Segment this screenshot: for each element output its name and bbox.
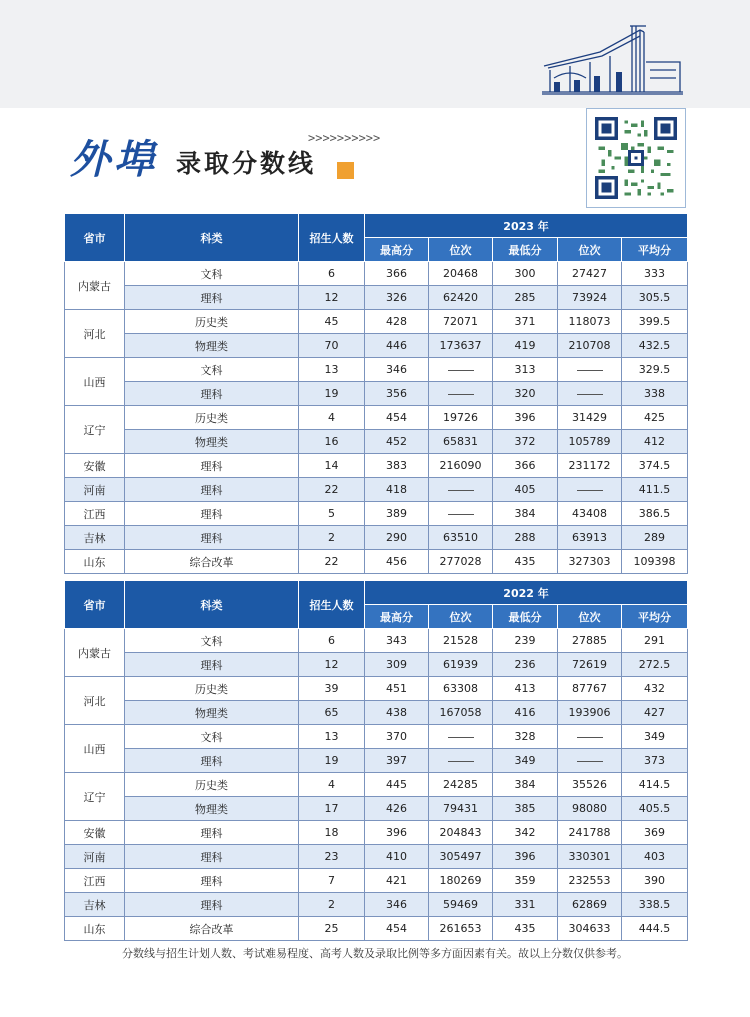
cell-max: 446 <box>365 334 429 358</box>
cell-enroll: 17 <box>299 797 365 821</box>
table-row <box>65 478 688 502</box>
cell-min-rank: 27885 <box>558 629 622 653</box>
cell-enroll: 6 <box>299 262 365 286</box>
cell-avg: 369 <box>622 821 688 845</box>
cell-enroll: 39 <box>299 677 365 701</box>
cell-min: 342 <box>493 821 558 845</box>
table-row <box>65 310 688 334</box>
cell-min: 359 <box>493 869 558 893</box>
cell-enroll: 25 <box>299 917 365 941</box>
cell-min: 413 <box>493 677 558 701</box>
cell-min: 366 <box>493 454 558 478</box>
header-enroll: 招生人数 <box>299 214 365 262</box>
cell-max-rank: 305497 <box>429 845 493 869</box>
cell-min-rank: 118073 <box>558 310 622 334</box>
cell-enroll: 70 <box>299 334 365 358</box>
table-row <box>65 773 688 797</box>
cell-avg: 338 <box>622 382 688 406</box>
cell-max-rank: 180269 <box>429 869 493 893</box>
cell-min: 384 <box>493 773 558 797</box>
cell-province: 吉林 <box>65 526 125 550</box>
cell-enroll: 12 <box>299 286 365 310</box>
cell-avg: 338.5 <box>622 893 688 917</box>
cell-max: 383 <box>365 454 429 478</box>
cell-enroll: 45 <box>299 310 365 334</box>
header-max: 最高分 <box>365 605 429 629</box>
cell-max: 451 <box>365 677 429 701</box>
cell-avg: 374.5 <box>622 454 688 478</box>
cell-avg: 329.5 <box>622 358 688 382</box>
cell-min-rank: 232553 <box>558 869 622 893</box>
cell-subject: 历史类 <box>125 406 299 430</box>
cell-min: 435 <box>493 550 558 574</box>
cell-max-rank: 204843 <box>429 821 493 845</box>
cell-max: 309 <box>365 653 429 677</box>
cell-enroll: 23 <box>299 845 365 869</box>
cell-min: 331 <box>493 893 558 917</box>
cell-province: 江西 <box>65 502 125 526</box>
cell-subject: 理科 <box>125 749 299 773</box>
cell-max: 346 <box>365 893 429 917</box>
cell-subject: 理科 <box>125 893 299 917</box>
cell-province: 山西 <box>65 358 125 406</box>
cell-avg: 432 <box>622 677 688 701</box>
header-min: 最低分 <box>493 238 558 262</box>
table-row <box>65 286 688 310</box>
cell-subject: 文科 <box>125 725 299 749</box>
cell-province: 安徽 <box>65 821 125 845</box>
cell-min: 288 <box>493 526 558 550</box>
cell-min: 371 <box>493 310 558 334</box>
cell-min-rank: 87767 <box>558 677 622 701</box>
cell-max-rank <box>429 358 493 382</box>
header-subject: 科类 <box>125 581 299 629</box>
cell-min-rank <box>558 382 622 406</box>
cell-max: 418 <box>365 478 429 502</box>
cell-max: 445 <box>365 773 429 797</box>
header-year: 2023 年 <box>365 214 688 238</box>
empty-dash <box>448 737 474 738</box>
cell-subject: 综合改革 <box>125 550 299 574</box>
cell-min: 419 <box>493 334 558 358</box>
title-sub: 录取分数线 <box>176 149 317 178</box>
table-row <box>65 917 688 941</box>
cell-max: 456 <box>365 550 429 574</box>
cell-subject: 物理类 <box>125 334 299 358</box>
cell-max: 454 <box>365 406 429 430</box>
header-enroll: 招生人数 <box>299 581 365 629</box>
cell-subject: 文科 <box>125 629 299 653</box>
table-row <box>65 653 688 677</box>
cell-max-rank: 59469 <box>429 893 493 917</box>
cell-min-rank: 210708 <box>558 334 622 358</box>
table-row <box>65 845 688 869</box>
empty-dash <box>577 370 603 371</box>
empty-dash <box>448 761 474 762</box>
table-row <box>65 550 688 574</box>
cell-max: 343 <box>365 629 429 653</box>
cell-subject: 历史类 <box>125 773 299 797</box>
cell-min: 396 <box>493 845 558 869</box>
table-row <box>65 262 688 286</box>
cell-max: 346 <box>365 358 429 382</box>
cell-subject: 历史类 <box>125 677 299 701</box>
cell-avg: 349 <box>622 725 688 749</box>
cell-subject: 文科 <box>125 358 299 382</box>
cell-max: 397 <box>365 749 429 773</box>
table-row <box>65 893 688 917</box>
cell-province: 内蒙古 <box>65 262 125 310</box>
cell-enroll: 4 <box>299 406 365 430</box>
title-accent-square <box>337 162 354 179</box>
cell-subject: 理科 <box>125 286 299 310</box>
cell-min: 239 <box>493 629 558 653</box>
cell-subject: 理科 <box>125 526 299 550</box>
header-avg: 平均分 <box>622 605 688 629</box>
cell-subject: 理科 <box>125 845 299 869</box>
cell-province: 山东 <box>65 550 125 574</box>
cell-min-rank: 231172 <box>558 454 622 478</box>
cell-subject: 历史类 <box>125 310 299 334</box>
cell-avg: 444.5 <box>622 917 688 941</box>
cell-subject: 理科 <box>125 382 299 406</box>
cell-avg: 291 <box>622 629 688 653</box>
cell-max: 290 <box>365 526 429 550</box>
cell-min: 405 <box>493 478 558 502</box>
cell-min: 372 <box>493 430 558 454</box>
cell-enroll: 4 <box>299 773 365 797</box>
header-max-rank: 位次 <box>429 605 493 629</box>
footnote: 分数线与招生计划人数、考试难易程度、高考人数及录取比例等多方面因素有关。故以上分数仅供参考。 <box>122 947 628 960</box>
table-row <box>65 701 688 725</box>
header-max-rank: 位次 <box>429 238 493 262</box>
cell-min: 320 <box>493 382 558 406</box>
cell-subject: 理科 <box>125 821 299 845</box>
cell-enroll: 19 <box>299 382 365 406</box>
cell-subject: 理科 <box>125 454 299 478</box>
cell-min: 384 <box>493 502 558 526</box>
score-table-2023 <box>64 213 688 574</box>
empty-dash <box>448 490 474 491</box>
cell-max-rank <box>429 478 493 502</box>
cell-min-rank: 327303 <box>558 550 622 574</box>
empty-dash <box>448 370 474 371</box>
cell-min: 328 <box>493 725 558 749</box>
cell-min-rank: 193906 <box>558 701 622 725</box>
cell-enroll: 22 <box>299 478 365 502</box>
cell-max-rank: 79431 <box>429 797 493 821</box>
empty-dash <box>577 761 603 762</box>
cell-max-rank <box>429 382 493 406</box>
table-row <box>65 797 688 821</box>
cell-avg: 411.5 <box>622 478 688 502</box>
cell-province: 辽宁 <box>65 773 125 821</box>
cell-min-rank <box>558 478 622 502</box>
cell-max-rank: 24285 <box>429 773 493 797</box>
cell-min-rank <box>558 725 622 749</box>
empty-dash <box>448 514 474 515</box>
header-province: 省市 <box>65 214 125 262</box>
cell-min-rank: 27427 <box>558 262 622 286</box>
cell-min-rank: 31429 <box>558 406 622 430</box>
empty-dash <box>577 737 603 738</box>
cell-subject: 理科 <box>125 869 299 893</box>
cell-max-rank: 61939 <box>429 653 493 677</box>
cell-min-rank: 35526 <box>558 773 622 797</box>
cell-enroll: 19 <box>299 749 365 773</box>
cell-min-rank: 330301 <box>558 845 622 869</box>
table-row <box>65 677 688 701</box>
cell-min-rank: 62869 <box>558 893 622 917</box>
cell-avg: 390 <box>622 869 688 893</box>
cell-province: 河北 <box>65 677 125 725</box>
cell-subject: 理科 <box>125 502 299 526</box>
table-row <box>65 454 688 478</box>
cell-max-rank: 277028 <box>429 550 493 574</box>
cell-enroll: 18 <box>299 821 365 845</box>
cell-province: 河南 <box>65 478 125 502</box>
table-row <box>65 502 688 526</box>
cell-min: 416 <box>493 701 558 725</box>
cell-max: 389 <box>365 502 429 526</box>
cell-max: 454 <box>365 917 429 941</box>
cell-enroll: 2 <box>299 893 365 917</box>
cell-min-rank: 72619 <box>558 653 622 677</box>
cell-avg: 405.5 <box>622 797 688 821</box>
score-table-2022 <box>64 580 688 941</box>
cell-province: 安徽 <box>65 454 125 478</box>
cell-max-rank: 62420 <box>429 286 493 310</box>
header-subject: 科类 <box>125 214 299 262</box>
cell-min-rank: 73924 <box>558 286 622 310</box>
empty-dash <box>577 394 603 395</box>
cell-avg: 432.5 <box>622 334 688 358</box>
table-row <box>65 382 688 406</box>
cell-max-rank: 261653 <box>429 917 493 941</box>
cell-min: 313 <box>493 358 558 382</box>
table-row <box>65 430 688 454</box>
cell-max: 366 <box>365 262 429 286</box>
header-min-rank: 位次 <box>558 238 622 262</box>
cell-min-rank <box>558 749 622 773</box>
cell-province: 河南 <box>65 845 125 869</box>
cell-avg: 386.5 <box>622 502 688 526</box>
cell-enroll: 14 <box>299 454 365 478</box>
header-province: 省市 <box>65 581 125 629</box>
cell-avg: 289 <box>622 526 688 550</box>
cell-province: 内蒙古 <box>65 629 125 677</box>
table-row <box>65 725 688 749</box>
table-row <box>65 334 688 358</box>
cell-max: 421 <box>365 869 429 893</box>
cell-min-rank: 43408 <box>558 502 622 526</box>
cell-max: 326 <box>365 286 429 310</box>
cell-min: 236 <box>493 653 558 677</box>
cell-subject: 理科 <box>125 653 299 677</box>
cell-province: 辽宁 <box>65 406 125 454</box>
empty-dash <box>577 490 603 491</box>
cell-min-rank: 105789 <box>558 430 622 454</box>
cell-min: 285 <box>493 286 558 310</box>
cell-avg: 305.5 <box>622 286 688 310</box>
cell-enroll: 65 <box>299 701 365 725</box>
cell-min: 396 <box>493 406 558 430</box>
cell-max-rank <box>429 502 493 526</box>
qr-code[interactable] <box>586 108 686 208</box>
header-max: 最高分 <box>365 238 429 262</box>
cell-avg: 403 <box>622 845 688 869</box>
cell-max-rank: 20468 <box>429 262 493 286</box>
cell-min: 385 <box>493 797 558 821</box>
table-row <box>65 821 688 845</box>
cell-max-rank: 63510 <box>429 526 493 550</box>
cell-avg: 427 <box>622 701 688 725</box>
cell-max-rank: 19726 <box>429 406 493 430</box>
cell-max-rank: 63308 <box>429 677 493 701</box>
cell-max: 452 <box>365 430 429 454</box>
cell-avg: 373 <box>622 749 688 773</box>
cell-min-rank <box>558 358 622 382</box>
cell-min: 300 <box>493 262 558 286</box>
table-row <box>65 629 688 653</box>
cell-province: 山西 <box>65 725 125 773</box>
cell-avg: 272.5 <box>622 653 688 677</box>
cell-subject: 理科 <box>125 478 299 502</box>
title-main: 外埠 <box>70 136 158 183</box>
cell-enroll: 2 <box>299 526 365 550</box>
cell-subject: 物理类 <box>125 701 299 725</box>
header-min: 最低分 <box>493 605 558 629</box>
cell-min: 349 <box>493 749 558 773</box>
cell-avg: 414.5 <box>622 773 688 797</box>
cell-province: 山东 <box>65 917 125 941</box>
cell-enroll: 5 <box>299 502 365 526</box>
cell-enroll: 7 <box>299 869 365 893</box>
campus-building-icon <box>540 22 685 96</box>
cell-max-rank <box>429 725 493 749</box>
cell-max-rank: 216090 <box>429 454 493 478</box>
cell-max-rank: 167058 <box>429 701 493 725</box>
cell-province: 河北 <box>65 310 125 358</box>
table-row <box>65 749 688 773</box>
cell-enroll: 22 <box>299 550 365 574</box>
cell-min-rank: 304633 <box>558 917 622 941</box>
cell-avg: 412 <box>622 430 688 454</box>
cell-enroll: 12 <box>299 653 365 677</box>
qr-code-icon <box>595 117 677 199</box>
cell-province: 吉林 <box>65 893 125 917</box>
cell-subject: 物理类 <box>125 430 299 454</box>
cell-max-rank: 65831 <box>429 430 493 454</box>
cell-avg: 109398 <box>622 550 688 574</box>
cell-enroll: 6 <box>299 629 365 653</box>
table-row <box>65 869 688 893</box>
cell-max-rank: 72071 <box>429 310 493 334</box>
cell-max-rank: 173637 <box>429 334 493 358</box>
empty-dash <box>448 394 474 395</box>
cell-avg: 333 <box>622 262 688 286</box>
cell-max: 356 <box>365 382 429 406</box>
cell-province: 江西 <box>65 869 125 893</box>
cell-enroll: 16 <box>299 430 365 454</box>
cell-avg: 425 <box>622 406 688 430</box>
cell-max-rank: 21528 <box>429 629 493 653</box>
cell-max: 396 <box>365 821 429 845</box>
cell-max: 438 <box>365 701 429 725</box>
header-year: 2022 年 <box>365 581 688 605</box>
table-row <box>65 358 688 382</box>
cell-max: 428 <box>365 310 429 334</box>
title-arrows: >>>>>>>>>> <box>308 131 381 145</box>
cell-min-rank: 98080 <box>558 797 622 821</box>
cell-enroll: 13 <box>299 358 365 382</box>
cell-max: 370 <box>365 725 429 749</box>
cell-subject: 物理类 <box>125 797 299 821</box>
cell-subject: 文科 <box>125 262 299 286</box>
cell-min: 435 <box>493 917 558 941</box>
header-avg: 平均分 <box>622 238 688 262</box>
cell-min-rank: 63913 <box>558 526 622 550</box>
cell-avg: 399.5 <box>622 310 688 334</box>
table-row <box>65 526 688 550</box>
cell-enroll: 13 <box>299 725 365 749</box>
cell-max: 426 <box>365 797 429 821</box>
cell-max: 410 <box>365 845 429 869</box>
table-row <box>65 406 688 430</box>
cell-subject: 综合改革 <box>125 917 299 941</box>
header-min-rank: 位次 <box>558 605 622 629</box>
cell-min-rank: 241788 <box>558 821 622 845</box>
cell-max-rank <box>429 749 493 773</box>
